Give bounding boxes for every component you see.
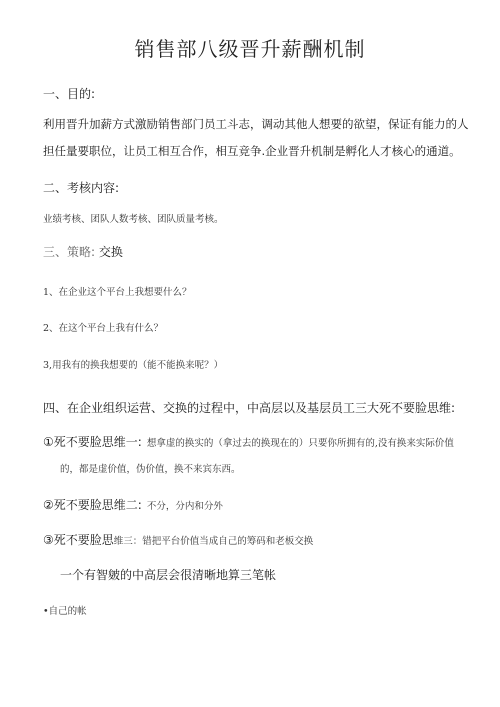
mindset-item-1-continued: 的，都是虚价值，伪价值，换不来宾东西。 [60,464,241,475]
strategy-question-2: 2、在这个平台上我有什么？ [43,323,164,334]
strategy-heading-prefix: 三、策略: [43,245,96,259]
mindset-item-3 [43,529,313,548]
section-heading-goal: 一、目的: [43,87,96,101]
section-heading-mindset: 四、在企业组织运营、交换的过程中，中高层以及基层员工三大死不要脸思维: [43,401,456,415]
mindset-item-2-lead: ②死不要脸思维二: [43,498,142,512]
mindset-item-2-text: 不分，分内和分外 [146,501,223,512]
goal-paragraph-line-2: 担任量要职位，让员工相互合作，相互竞争.企业晋升机制是孵化人才核心的通道。 [43,144,461,158]
section-heading-strategy [43,243,123,260]
section-heading-assessment: 二、考核内容: [43,181,120,195]
mindset-item-1-text: 想拿虚的换实的（拿过去的换现在的）只要你所拥有的,没有换来实际价值 [146,438,454,449]
mindset-item-1 [43,431,454,450]
assessment-content: 业绩考核、团队人数考核、团队质量考核。 [43,214,224,225]
strategy-heading-word: 交换 [98,245,123,259]
strategy-question-1: 1、在企业这个平台上我想要什么？ [43,287,192,298]
accounting-bullet-1: •自己的帐 [43,606,87,617]
mindset-item-3-lead: ③死不要脸思 [43,533,114,547]
strategy-question-3: 3,用我有的换我想要的（能不能换来呢？） [43,360,224,371]
mindset-item-1-lead: ①死不要脸思维一: [43,435,142,449]
mindset-item-3-text: 维三：错把平台价值当成自己的筹码和老板交换 [113,536,314,547]
accounting-subheading: 一个有智皴的中高层会很清晰地算三笔帐 [60,568,277,582]
document-title: 销售部八级晋升薪酬机制 [134,37,366,61]
mindset-item-2 [43,494,223,513]
goal-paragraph-line-1: 利用晋升加薪方式激励销售部门员工斗志，调动其他人想要的欲望，保证有能力的人 [43,117,469,131]
